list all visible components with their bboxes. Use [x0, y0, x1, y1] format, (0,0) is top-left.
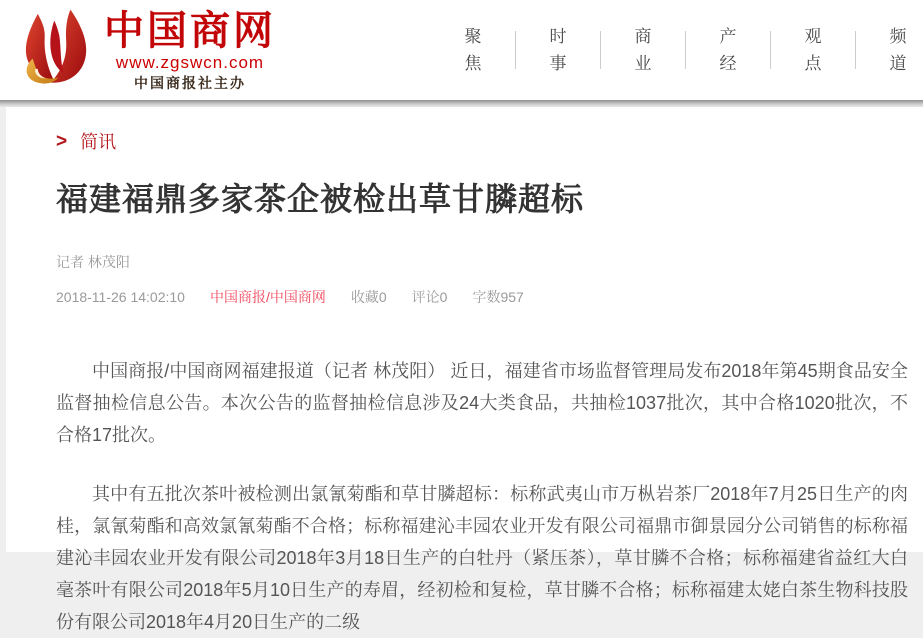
nav-item-jujiao[interactable]: 聚 焦 — [464, 27, 482, 73]
article-title: 福建福鼎多家茶企被检出草甘膦超标 — [56, 181, 585, 217]
nav-separator — [855, 31, 856, 69]
nav-item-shishi[interactable]: 时 事 — [549, 27, 567, 73]
content-background — [0, 107, 923, 632]
article-meta-row — [56, 287, 908, 307]
nav-separator — [770, 31, 771, 69]
nav-item-pindao[interactable]: 频 道 — [889, 27, 907, 73]
site-url: www.zgswcn.com — [115, 52, 265, 72]
article-byline: 记者 林茂阳 — [56, 254, 130, 270]
breadcrumb — [56, 132, 908, 152]
nav-item-chanjing[interactable]: 产 经 — [719, 27, 737, 73]
word-count: 字数957 — [472, 289, 524, 305]
favorites-count[interactable]: 收藏0 — [350, 289, 387, 305]
site-subtitle: 中国商报社主办 — [134, 74, 246, 91]
header-divider-shadow — [0, 100, 923, 107]
article-source: 中国商报/中国商网 — [209, 289, 326, 305]
article-paragraph: 中国商报/中国商网福建报道（记者 林茂阳） 近日，福建省市场监督管理局发布2018年第45期食品安全监督抽检信息公告。本次公告的监督抽检信息涉及24大类食品，共抽检1037批次，其中合格1020批次，不合格17批次。 — [56, 361, 908, 445]
breadcrumb-section-link[interactable]: 简讯 — [80, 132, 117, 152]
flame-logo-icon — [10, 7, 100, 93]
main-nav — [462, 23, 909, 77]
article-paragraph: 其中有五批次茶叶被检测出氯氰菊酯和草甘膦超标：标称武夷山市万枞岩茶厂2018年7月25日生产的肉桂，氯氰菊酯和高效氯氰菊酯不合格；标称福建沁丰园农业开发有限公司福鼎市御景园分公司销售的标称福建沁丰园农业开发有限公司2018年3月18日生产的白牡丹（紧压茶），草甘膦不合格；标称福建省益红大白毫茶叶有限公司2018年5月10日生产的寿眉，经初检和复检，草甘膦不合格；标称福建太姥白茶生物科技股份有限公司2018年4月20日生产的二级 — [56, 484, 908, 632]
nav-separator — [685, 31, 686, 69]
site-logo[interactable] — [10, 7, 276, 93]
site-header — [0, 0, 923, 100]
nav-item-guandian[interactable]: 观 点 — [804, 27, 822, 73]
site-name: 中国商网 — [104, 8, 276, 53]
comments-count[interactable]: 评论0 — [411, 289, 448, 305]
article-body — [56, 355, 908, 638]
nav-separator — [515, 31, 516, 69]
publish-datetime: 2018-11-26 14:02:10 — [56, 289, 185, 305]
article-panel — [6, 107, 923, 632]
breadcrumb-arrow-icon: > — [56, 131, 68, 152]
nav-item-shangye[interactable]: 商 业 — [634, 27, 652, 73]
nav-separator — [600, 31, 601, 69]
